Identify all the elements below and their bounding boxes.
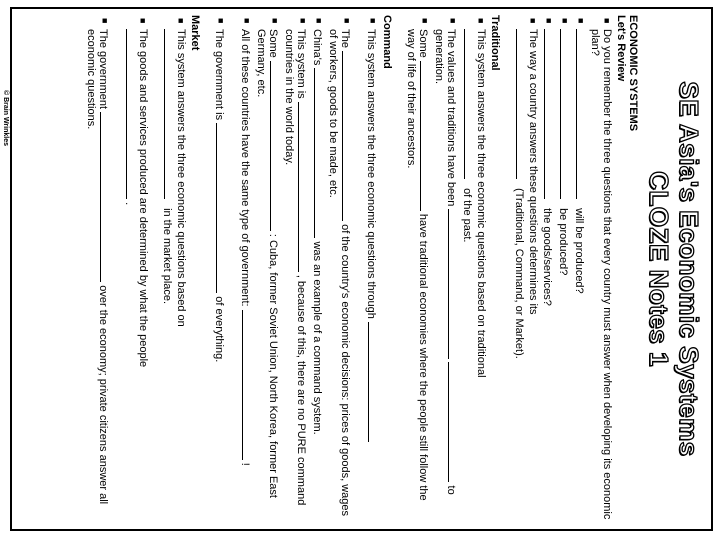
list-item: ■ The way a country answers these questions determines its (Traditional, Command, or Market). [513,18,539,359]
bullet-icon: ■ [342,18,352,24]
list-item: ■ This system answers the three economic questions based on in the market place. [161,18,187,327]
bullet-icon: ■ [176,18,186,24]
notes-page [10,7,713,531]
list-item: ■ The government is of everything. [213,18,226,363]
bullet-icon: ■ [420,18,430,24]
bullet-icon: ■ [602,18,612,24]
list-item: ■ Some : Cuba, former Soviet Union, North Korea, former East Germany, etc. [255,18,280,498]
section-heading-command: Command [381,15,393,69]
bullet-icon: ■ [368,18,378,24]
bullet-icon: ■ [216,18,226,24]
fill-in-blank[interactable] [516,29,527,179]
fill-in-blank[interactable] [560,29,571,199]
notes-body [85,15,639,521]
page-subtitle: CLOZE Notes 1 [644,171,674,367]
fill-in-blank[interactable] [448,209,459,359]
bullet-icon: ■ [544,18,554,24]
list-item: ■ The goods and services produced are determined by what the people . [123,18,149,368]
list-item: ■ This system answers the three economic questions through [365,15,379,521]
page-title: SE Asia's Economic Systems [674,81,704,457]
list-item: ■ will be produced? [573,18,586,294]
copyright-credit: © Brain Wrinkles [2,90,9,146]
list-item: ■ The government over the economy; private citizens answer all economic questions. [85,18,110,505]
fill-in-blank[interactable] [342,51,353,221]
market-list [85,15,187,521]
section-heading-market: Market [189,15,201,51]
section-heading-traditional: Traditional [489,15,501,71]
fill-in-blank[interactable] [420,61,431,211]
list-item: ■ This system is , because of this, there are no PURE command countries in the world today. [283,18,308,506]
fill-in-blank[interactable] [100,112,111,282]
bullet-icon: ■ [138,18,148,24]
fill-in-blank[interactable] [164,29,175,199]
fill-in-blank[interactable] [576,29,587,199]
list-item: ■ All of these countries have the same type of government: ! [239,18,252,466]
bullet-icon: ■ [314,18,324,24]
bullet-icon: ■ [298,18,308,24]
list-item: ■ The of the country's economic decisions: prices of goods, wages of workers, goods to be made, etc. [327,18,352,517]
fill-in-blank[interactable] [464,29,475,179]
section-heading-economic-systems: ECONOMIC SYSTEMS [627,15,639,132]
bullet-icon: ■ [242,18,252,24]
bullet-icon: ■ [100,18,110,24]
list-item: ■ be produced? [557,18,570,276]
section-heading-lets-review: Let's Review [615,15,627,82]
list-item: ■ The values and traditions have been to generation. [433,18,458,495]
fill-in-blank[interactable] [242,310,253,460]
list-item: ■ Do you remember the three questions that every country must answer when developing its economic plan? [589,18,613,520]
rotated-content [12,9,711,529]
fill-in-blank[interactable] [368,322,379,442]
bullet-icon: ■ [528,18,538,24]
list-item: ■ China's was an example of a command system. [311,18,324,435]
fill-in-blank[interactable] [298,102,309,272]
fill-in-blank[interactable] [544,29,555,199]
bullet-icon: ■ [476,18,486,24]
command-list [213,15,379,521]
list-item: ■ the goods/services? [541,18,554,306]
list-item: ■ Some have traditional economies where the people still follow the way of life of their ancestors. [405,18,430,501]
review-list [513,15,613,521]
fill-in-blank[interactable] [126,29,137,199]
list-item: ■ This system answers the three economic questions based on traditional of the past. [461,18,487,378]
bullet-icon: ■ [576,18,586,24]
fill-in-blank[interactable] [448,362,459,482]
fill-in-blank[interactable] [270,61,281,231]
fill-in-blank[interactable] [216,123,227,293]
bullet-icon: ■ [560,18,570,24]
fill-in-blank[interactable] [314,68,325,238]
bullet-icon: ■ [270,18,280,24]
traditional-list [405,15,487,521]
bullet-icon: ■ [448,18,458,24]
